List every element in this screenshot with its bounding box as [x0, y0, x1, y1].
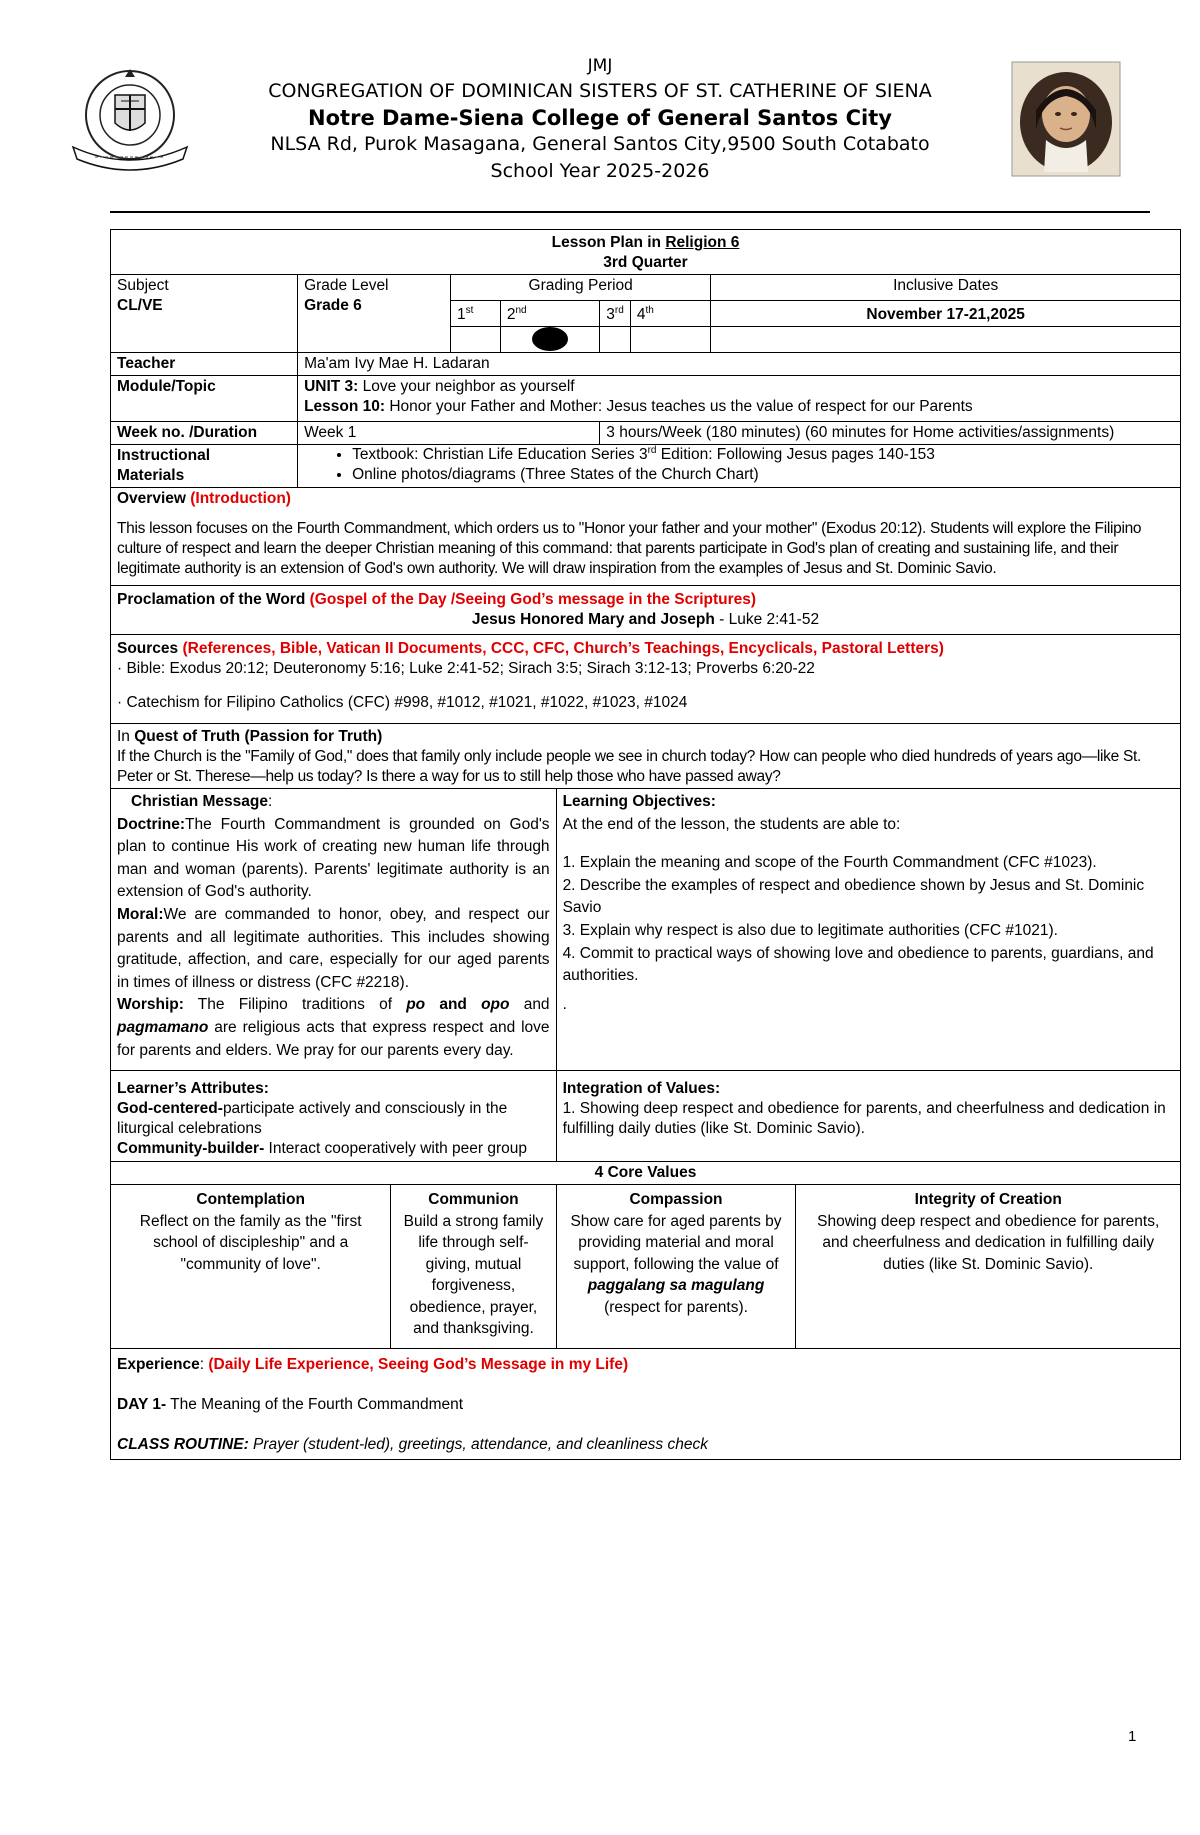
subject-label: Subject: [117, 277, 169, 294]
materials-label: Instructional Materials: [111, 445, 298, 488]
inclusive-dates-value: November 17-21,2025: [711, 301, 1181, 327]
week-label: Week no. /Duration: [111, 422, 298, 445]
core-communion: Communion Build a strong family life through self-giving, mutual forgiveness, obedience, prayer, and thanksgiving.: [391, 1185, 556, 1349]
objective-item-4: 4. Commit to practical ways of showing love and obedience to parents, guardians, and authorities.: [562, 944, 1154, 985]
objectives-intro: At the end of the lesson, the students are able to:: [562, 815, 901, 833]
attribute-community-builder: Community-builder- Interact cooperatively with peer group: [117, 1140, 528, 1158]
objectives-trailing: .: [562, 995, 567, 1013]
grade-label: Grade Level: [304, 277, 389, 294]
experience-heading: Experience: (Daily Life Experience, Seeing God’s Message in my Life): [117, 1355, 629, 1373]
moral-text: Moral:We are commanded to honor, obey, and respect our parents and all legitimate authorities. This includes showing gratitude, affection, and care, especially for our aged parents in times of illness or distress (CFC #2218).: [117, 905, 550, 991]
sources-heading: Sources (References, Bible, Vatican II Documents, CCC, CFC, Church’s Teachings, Encyclicals, Pastoral Letters): [117, 640, 944, 657]
values-heading: Integration of Values:: [562, 1080, 721, 1098]
objective-item-3: 3. Explain why respect is also due to legitimate authorities (CFC #1021).: [562, 921, 1058, 939]
integration-of-values-cell: [556, 1071, 1180, 1162]
plan-title-prefix: Lesson Plan in: [551, 234, 666, 251]
class-routine-line: CLASS ROUTINE: Prayer (student-led), greetings, attendance, and cleanliness check: [117, 1435, 708, 1453]
core-compassion: Compassion Show care for aged parents by providing material and moral support, following the value of paggalang sa magulang (respect for parents).: [556, 1185, 796, 1349]
period-1-cell: 1st: [451, 301, 501, 327]
gospel-line: Jesus Honored Mary and Joseph - Luke 2:41-52: [471, 611, 820, 628]
objective-item-2: 2. Describe the examples of respect and obedience shown by Jesus and St. Dominic Savio: [562, 876, 1145, 917]
core-integrity-of-creation: Integrity of Creation Showing deep respect and obedience for parents, and cheerfulness and dedication in fulfilling daily duties (like St. Dominic Savio).: [796, 1185, 1181, 1349]
lesson-plan-table: [110, 229, 1181, 1460]
header-address: NLSA Rd, Purok Masagana, General Santos City,9500 South Cotabato: [270, 133, 930, 155]
plan-quarter: 3rd Quarter: [603, 254, 688, 271]
week-value: Week 1: [298, 422, 600, 445]
selected-period-marker: [500, 327, 599, 353]
lesson-line: Lesson 10: Honor your Father and Mother: Jesus teaches us the value of respect for our Parents: [304, 398, 973, 415]
unit-line: UNIT 3: Love your neighbor as yourself: [304, 378, 575, 395]
overview-heading: Overview (Introduction): [117, 490, 291, 507]
header-congregation: CONGREGATION OF DOMINICAN SISTERS OF ST. CATHERINE OF SIENA: [268, 80, 932, 102]
inclusive-dates-label: Inclusive Dates: [711, 275, 1181, 301]
core-contemplation: Contemplation Reflect on the family as the "first school of discipleship" and a "community of love".: [111, 1185, 391, 1349]
source-cfc: · Catechism for Filipino Catholics (CFC) #998, #1012, #1021, #1022, #1023, #1024: [117, 694, 688, 711]
christian-message-cell: [111, 789, 557, 1071]
period-2-cell: 2nd: [500, 301, 599, 327]
title-row: [111, 230, 1181, 275]
core-values-title: 4 Core Values: [111, 1162, 1181, 1185]
teacher-label: Teacher: [111, 353, 298, 376]
material-item-textbook: • Textbook: Christian Life Education Series 3rd Edition: Following Jesus pages 140-153: [352, 445, 1174, 465]
day-1-line: DAY 1- The Meaning of the Fourth Commandment: [117, 1395, 464, 1413]
experience-cell: [111, 1348, 1181, 1459]
header-divider: [110, 211, 1150, 213]
christian-message-heading: Christian Message:: [131, 793, 273, 810]
values-text: 1. Showing deep respect and obedience for parents, and cheerfulness and dedication in fulfilling daily duties (like St. Dominic Savio).: [562, 1100, 1166, 1138]
overview-text: This lesson focuses on the Fourth Commandment, which orders us to "Honor your father and your mother" (Exodus 20:12). Students will explore the Filipino culture of respect and learn the deeper Christian meaning of this command: that parents participate in God's plan of creating and sustaining life, and their legitimate authority is an extension of God's own authority. We will draw inspiration from the examples of Jesus and St. Dominic Savio.: [117, 520, 1142, 577]
filled-oval-mark: [532, 327, 568, 351]
objective-item-1: 1. Explain the meaning and scope of the Fourth Commandment (CFC #1023).: [562, 854, 1097, 872]
module-label: Module/Topic: [111, 376, 298, 422]
plan-title-subject: Religion 6: [665, 234, 740, 251]
material-item-online: • Online photos/diagrams (Three States of the Church Chart): [352, 465, 1174, 485]
doctrine-text: Doctrine:The Fourth Commandment is grounded on God's plan to continue His work of creating new human life through man and woman (parents). Parents' legitimate authority is an extension of God's authority.: [117, 815, 550, 901]
duration-value: 3 hours/Week (180 minutes) (60 minutes for Home activities/assignments): [600, 422, 1181, 445]
quest-heading: In Quest of Truth (Passion for Truth): [117, 728, 383, 745]
period-4-cell: 4th: [630, 301, 710, 327]
attributes-heading: Learner’s Attributes:: [117, 1080, 269, 1098]
teacher-value: Ma'am Ivy Mae H. Ladaran: [298, 353, 1181, 376]
objectives-heading: Learning Objectives:: [562, 793, 716, 810]
learning-objectives-cell: [556, 789, 1180, 1071]
worship-text: Worship: The Filipino traditions of po and opo and pagmamano are religious acts that express respect and love for parents and elders. We pray for our parents every day.: [117, 996, 550, 1059]
header-school-year: School Year 2025-2026: [490, 160, 710, 182]
grade-value: Grade 6: [304, 297, 362, 314]
subject-value: CL/VE: [117, 297, 163, 314]
proclamation-heading: Proclamation of the Word (Gospel of the Day /Seeing God’s message in the Scriptures): [117, 591, 757, 608]
quest-text: If the Church is the "Family of God," does that family only include people we see in church today? How can people who died hundreds of years ago—like St. Peter or St. Therese—help us today? Is there a way for us to still help those who have passed away?: [117, 748, 1142, 785]
header-jmj: JMJ: [587, 56, 613, 76]
page-number: 1: [1128, 1728, 1137, 1745]
source-bible: · Bible: Exodus 20:12; Deuteronomy 5:16; Luke 2:41-52; Sirach 3:5; Sirach 3:12-13; Proverbs 6:20-22: [117, 660, 815, 677]
grading-period-label: Grading Period: [451, 275, 711, 301]
attribute-god-centered: God-centered-participate actively and consciously in the liturgical celebrations: [117, 1100, 508, 1138]
period-3-cell: 3rd: [600, 301, 631, 327]
learner-attributes-cell: [111, 1071, 557, 1162]
header-college-name: Notre Dame-Siena College of General Santos City: [308, 106, 892, 130]
